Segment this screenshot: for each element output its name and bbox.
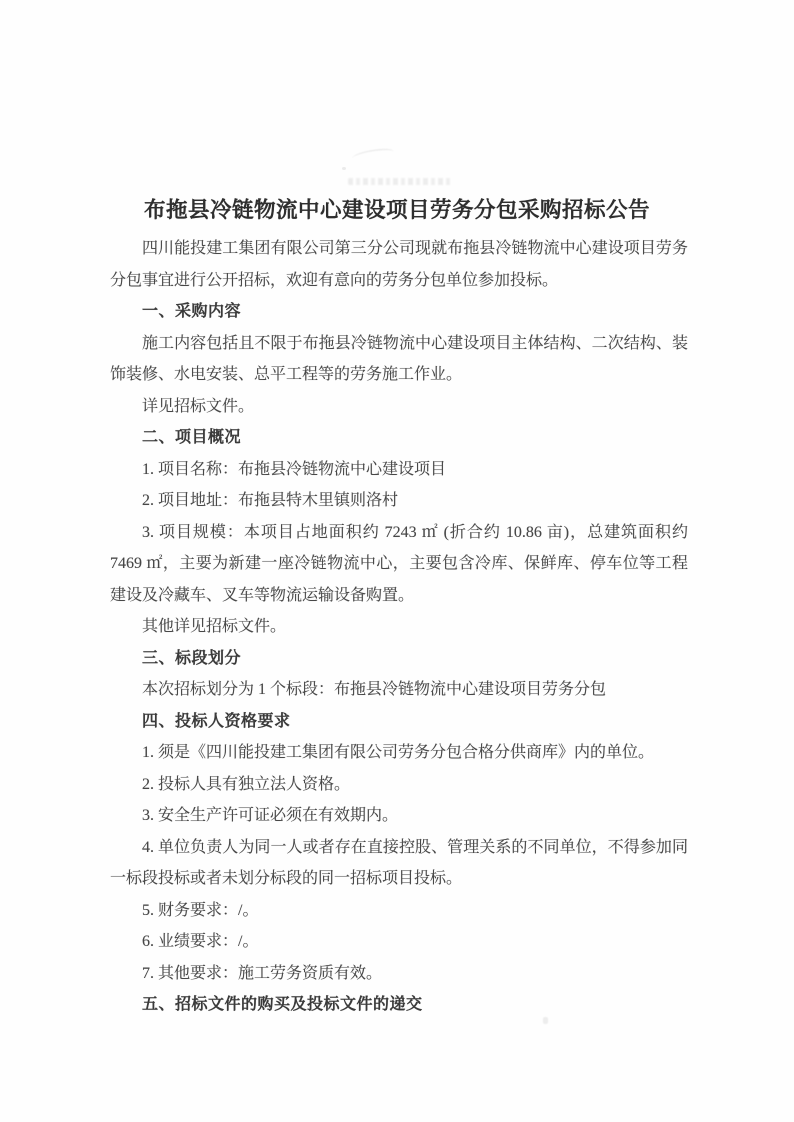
para-other-details: 其他详见招标文件。 [142,618,287,635]
item-project-name: 1. 项目名称：布拖县冷链物流中心建设项目 [142,460,447,478]
document-body [110,233,688,1021]
heading-project-overview: 二、项目概况 [142,429,242,446]
item-qualification-financial: 5. 财务要求：/。 [142,901,259,919]
item-qualification-supplier-library: 1. 须是《四川能投建工集团有限公司劳务分包合格分供商库》内的单位。 [142,744,655,761]
item-project-scale: 3. 项目规模：本项目占地面积约 7243 ㎡ (折合约 10.86 亩)，总建筑面积约 7469 ㎡，主要为新建一座冷链物流中心，主要包含冷库、保鲜库、停车位等工程建设及冷藏车、叉车等物流运输设备购置。 [110,523,688,604]
intro-paragraph: 四川能投建工集团有限公司第三分公司现就布拖县冷链物流中心建设项目劳务分包事宜进行公开招标，欢迎有意向的劳务分包单位参加投标。 [110,240,688,289]
item-qualification-same-controller: 4. 单位负责人为同一人或者存在直接控股、管理关系的不同单位，不得参加同一标段投标或者未划分标段的同一招标项目投标。 [110,838,688,887]
heading-document-purchase-submission: 五、招标文件的购买及投标文件的递交 [142,996,423,1013]
heading-bidder-qualification: 四、投标人资格要求 [142,712,291,730]
item-qualification-legal-person: 2. 投标人具有独立法人资格。 [142,775,351,793]
para-construction-scope: 施工内容包括且不限于布拖县冷链物流中心建设项目主体结构、二次结构、装饰装修、水电安装、总平工程等的劳务施工作业。 [110,334,688,383]
document-title: 布拖县冷链物流中心建设项目劳务分包采购招标公告 [143,198,650,222]
scan-smudge-artifact [340,146,470,190]
smudge-dot [342,167,346,170]
item-qualification-other: 7. 其他要求：施工劳务资质有效。 [142,964,383,982]
item-qualification-performance: 6. 业绩要求：/。 [142,933,259,950]
pen-squiggle-mark [352,147,395,162]
faint-text-smudge [348,178,452,185]
para-section-division: 本次招标划分为 1 个标段：布拖县冷链物流中心建设项目劳务分包 [142,681,607,698]
scan-dot-artifact [543,1017,548,1024]
item-project-address: 2. 项目地址：布拖县特木里镇则洛村 [142,492,399,509]
item-qualification-safety-license: 3. 安全生产许可证必须在有效期内。 [142,807,399,824]
para-see-tender-document: 详见招标文件。 [142,397,255,415]
heading-procurement-content: 一、采购内容 [142,303,242,320]
heading-bid-section-division: 三、标段划分 [142,649,242,667]
